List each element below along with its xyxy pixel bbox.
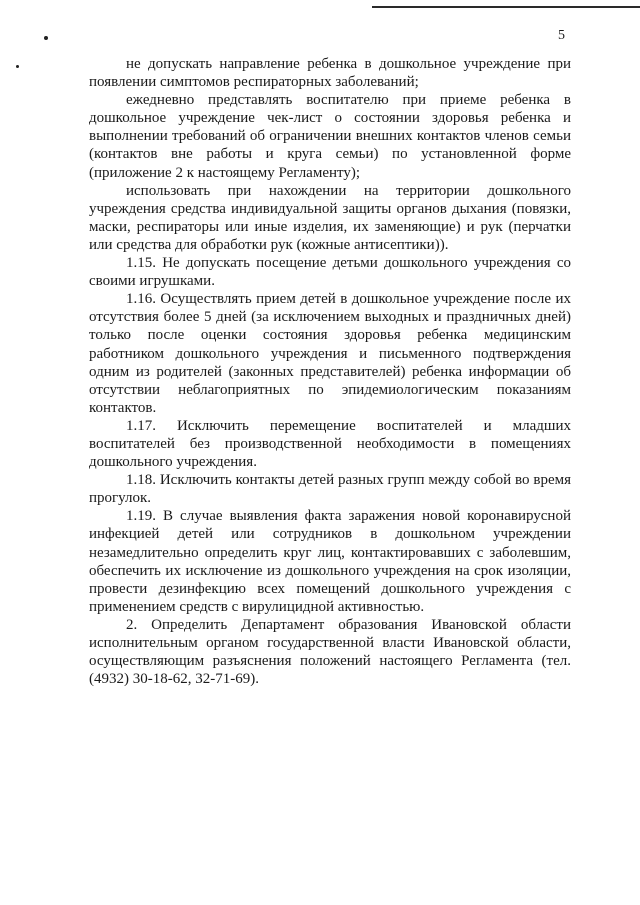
paragraph: 1.16. Осуществлять прием детей в дошкольное учреждение после их отсутствия более 5 дней (за исключением выходных и праздничных дней) только после оценки состояния здоровья ребенка медицинским работником дошкольного учреждения и письменного подтверждения одним из родителей (законных представителей) ребенка информации об отсутствии неблагоприятных по эпидемиологическим показаниям контактов. [89, 291, 571, 416]
page-number: 5 [558, 28, 565, 43]
paragraph: 2. Определить Департамент образования Ивановской области исполнительным органом государственной власти Ивановской области, осуществляющим разъяснения положений настоящего Регламента (тел.(4932) 30-18-62, 32-71-69). [89, 616, 571, 688]
top-scan-rule [372, 6, 640, 8]
document-body [89, 55, 571, 688]
paragraph: 1.17. Исключить перемещение воспитателей и младших воспитателей без производственной необходимости в помещениях дошкольного учреждения. [89, 417, 571, 471]
scan-speck [44, 36, 48, 40]
paragraph: 1.19. В случае выявления факта заражения новой коронавирусной инфекцией детей или сотрудников в дошкольном учреждении незамедлительно определить круг лиц, контактировавших с заболевшим, обеспечить их исключение из дошкольного учреждения на срок изоляции, провести дезинфекцию всех помещений дошкольного учреждения с применением средств с вирулицидной активностью. [89, 508, 571, 615]
paragraph: ежедневно представлять воспитателю при приеме ребенка в дошкольное учреждение чек-лист о состоянии здоровья ребенка и выполнении требований об ограничении внешних контактов членов семьи (контактов вне работы и круга семьи) по установленной форме (приложение 2 к настоящему Регламенту); [89, 92, 571, 181]
paragraph: использовать при нахождении на территории дошкольного учреждения средства индивидуальной защиты органов дыхания (повязки, маски, респираторы или иные изделия, их заменяющие) и рук (перчатки или средства для обработки рук (кожные антисептики)). [89, 182, 571, 253]
paragraph: не допускать направление ребенка в дошкольное учреждение при появлении симптомов респираторных заболеваний; [89, 56, 571, 91]
scan-speck [16, 65, 19, 68]
paragraph: 1.15. Не допускать посещение детьми дошкольного учреждения со своими игрушками. [89, 255, 571, 290]
paragraph: 1.18. Исключить контакты детей разных групп между собой во время прогулок. [89, 472, 571, 507]
